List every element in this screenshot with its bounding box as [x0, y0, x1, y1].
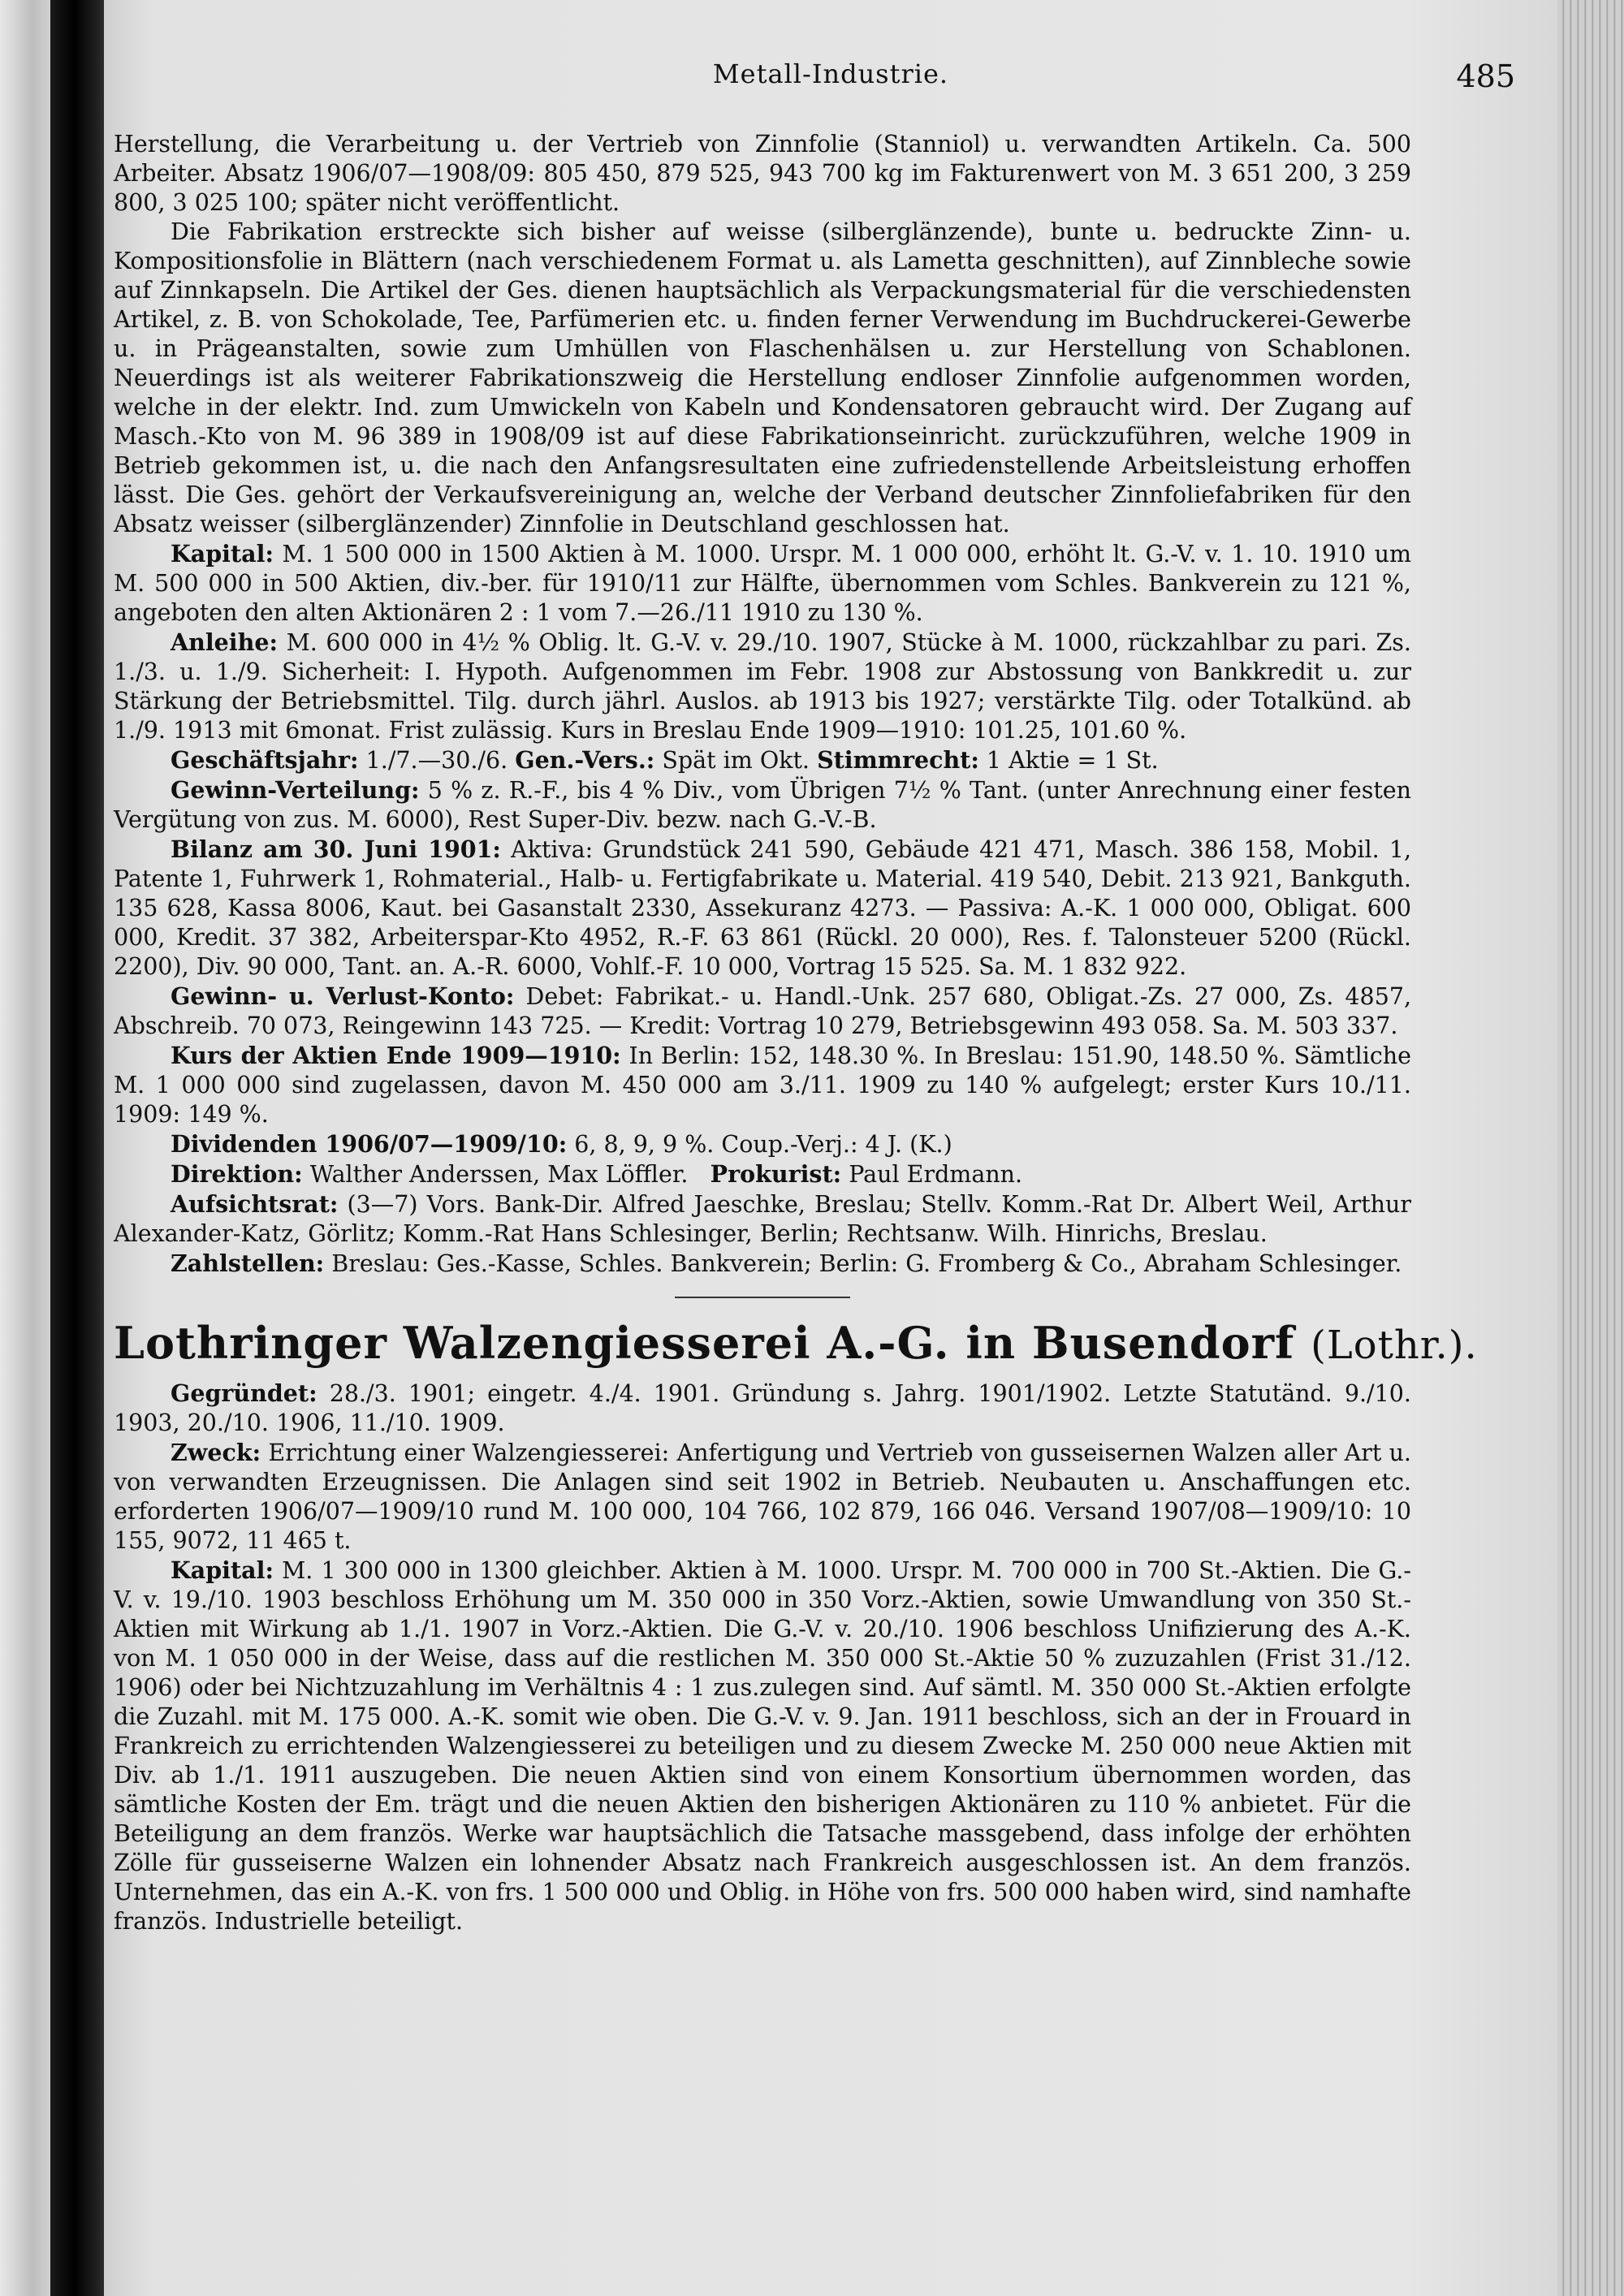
bilanz-entry	[114, 835, 1411, 982]
gewinnv-text: 5 % z. R.-F., bis 4 % Div., vom Übrigen 7½ % Tant. (unter Anrechnung einer festen Vergütung von zus. M. 6000), Rest Super-Div. bezw. nach G.-V.-B.	[114, 777, 1411, 833]
guv-text: Debet: Fabrikat.- u. Handl.-Unk. 257 680, Obligat.-Zs. 27 000, Zs. 4857, Abschreib. 70 073, Reingewinn 143 725. — Kredit: Vortrag 10 279, Betriebsgewinn 493 058. Sa. M. 503 337.	[114, 983, 1412, 1039]
zahl-label: Zahlstellen:	[171, 1249, 325, 1277]
dir-text: Walther Anderssen, Max Löffler.	[309, 1161, 689, 1188]
kurs-label: Kurs der Aktien Ende 1909—1910:	[171, 1042, 621, 1069]
zahlstellen-entry	[114, 1249, 1411, 1279]
gegruendet-entry	[114, 1379, 1411, 1438]
kurs-text: In Berlin: 152, 148.30 %. In Breslau: 151.90, 148.50 %. Sämtliche M. 1 000 000 sind zugelassen, davon M. 450 000 am 3./11. 1909 zu 140 % aufgelegt; erster Kurs 10./11. 1909: 149 %.	[114, 1042, 1412, 1128]
section-divider	[675, 1297, 850, 1298]
guv-entry	[114, 982, 1411, 1041]
gj-label: Geschäftsjahr:	[171, 746, 359, 774]
company-name: Lothringer Walzengiesserei A.-G. in Busendorf	[114, 1317, 1295, 1369]
gegr-text: 28./3. 1901; eingetr. 4./4. 1901. Gründung s. Jahrg. 1901/1902. Letzte Statutänd. 9./10. 1903, 20./10. 1906, 11./10. 1909.	[114, 1380, 1411, 1436]
fabrikation-paragraph: Die Fabrikation erstreckte sich bisher auf weisse (silberglänzende), bunte u. bedruckte Zinn- u. Kompositionsfolie in Blättern (nach verschiedenem Format u. als Lametta geschnitten), auf Zinnbleche sowie auf Zinnkapseln. Die Artikel der Ges. dienen hauptsächlich als Verpackungsmaterial für die verschiedensten Artikel, z. B. von Schokolade, Tee, Parfümerien etc. u. finden ferner Verwendung im Buchdruckerei-Gewerbe u. in Prägeanstalten, sowie zum Umhüllen von Flaschenhälsen u. zur Herstellung von Schablonen. Neuerdings ist als weiterer Fabrikationszweig die Herstellung endloser Zinnfolie aufgenommen worden, welche in der elektr. Ind. zum Umwickeln von Kabeln und Kondensatoren gebraucht wird. Der Zugang auf Masch.-Kto von M. 96 389 in 1908/09 ist auf diese Fabrikationseinricht. zurückzuführen, welche 1909 in Betrieb gekommen ist, u. die nach den Anfangsresultaten eine zufriedenstellende Arbeitsleistung erhoffen lässt. Die Ges. gehört der Verkaufsvereinigung an, welche der Verband deutscher Zinnfoliefabriken für den Absatz weisser (silberglänzender) Zinnfolie in Deutschland geschlossen hat.	[114, 218, 1411, 537]
scan-left-margin	[0, 0, 50, 2296]
gv-text: Spät im Okt.	[662, 747, 810, 774]
zahl-text: Breslau: Ges.-Kasse, Schles. Bankverein; Berlin: G. Fromberg & Co., Abraham Schlesinger.	[331, 1250, 1402, 1277]
stimm-text: 1 Aktie = 1 St.	[986, 747, 1159, 774]
gewinn-verteilung-entry	[114, 775, 1411, 835]
aufsichtsrat-entry	[114, 1189, 1411, 1249]
geschaeftsjahr-entry	[114, 745, 1411, 775]
gv-label: Gen.-Vers.:	[515, 746, 655, 774]
zweck-label: Zweck:	[171, 1439, 261, 1466]
kapital-label: Kapital:	[171, 540, 274, 568]
kapital-text: M. 1 500 000 in 1500 Aktien à M. 1000. Urspr. M. 1 000 000, erhöht lt. G.-V. v. 1. 10. 1910 um M. 500 000 in 500 Aktien, div.-ber. für 1910/11 zur Hälfte, übernommen vom Schles. Bankverein zu 121 %, angeboten den alten Aktionären 2 : 1 vom 7.—26./11 1910 zu 130 %.	[114, 541, 1411, 626]
anleihe-entry	[114, 628, 1411, 745]
company-location: (Lothr.).	[1311, 1323, 1478, 1368]
kurs-entry	[114, 1041, 1411, 1129]
gewinnv-label: Gewinn-Verteilung:	[171, 776, 420, 804]
kapital-entry	[114, 539, 1411, 628]
div-text: 6, 8, 9, 9 %. Coup.-Verj.: 4 J. (K.)	[574, 1131, 952, 1158]
prok-label: Prokurist:	[710, 1160, 842, 1188]
page-content	[114, 130, 1478, 1936]
page-header	[104, 58, 1557, 97]
company-heading	[114, 1316, 1478, 1372]
book-spine-shadow	[50, 0, 104, 2296]
bilanz-label: Bilanz am 30. Juni 1901:	[171, 835, 501, 863]
dividenden-entry	[114, 1129, 1411, 1159]
direktion-entry	[114, 1159, 1411, 1189]
page-edges	[1557, 0, 1624, 2296]
gj-text: 1./7.—30./6.	[365, 747, 508, 774]
kapital2-text: M. 1 300 000 in 1300 gleichber. Aktien à M. 1000. Urspr. M. 700 000 in 700 St.-Aktien. Die G.-V. v. 19./10. 1903 beschloss Erhöhung um M. 350 000 in 350 Vorz.-Aktien, sowie Umwandlung von 350 St.-Aktien mit Wirkung ab 1./1. 1907 in Vorz.-Aktien. Die G.-V. v. 20./10. 1906 beschloss Unifizierung des A.-K. von M. 1 050 000 in der Weise, dass auf die restlichen M. 350 000 St.-Aktie 50 % zuzuzahlen (Frist 31./12. 1906) oder bei Nichtzuzahlung im Verhältnis 4 : 1 zus.zulegen sind. Auf sämtl. M. 350 000 St.-Aktien erfolgte die Zuzahl. mit M. 175 000. A.-K. somit wie oben. Die G.-V. v. 9. Jan. 1911 beschloss, sich an der in Frouard in Frankreich zu errichtenden Walzengiesserei zu beteiligen und zu diesem Zwecke M. 250 000 neue Aktien mit Div. ab 1./1. 1911 auszugeben. Die neuen Aktien sind von einem Konsortium übernommen worden, das sämtliche Kosten der Em. trägt und die neuen Aktien den bisherigen Aktionären zu 110 % anbietet. Für die Beteiligung an dem französ. Werke war hauptsächlich die Tatsache massgebend, dass infolge der erhöhten Zölle für gusseiserne Walzen ein lohnender Absatz nach Frankreich ausgeschlossen ist. An dem französ. Unternehmen, das ein A.-K. von frs. 1 500 000 und Oblig. in Höhe von frs. 500 000 haben wird, sind namhafte französ. Industrielle beteiligt.	[114, 1557, 1411, 1935]
kapital2-label: Kapital:	[171, 1556, 274, 1584]
anleihe-text: M. 600 000 in 4½ % Oblig. lt. G.-V. v. 29./10. 1907, Stücke à M. 1000, rückzahlbar zu pari. Zs. 1./3. u. 1./9. Sicherheit: I. Hypoth. Aufgenommen im Febr. 1908 zur Abstossung von Bankkredit u. zur Stärkung der Betriebsmittel. Tilg. durch jährl. Auslos. ab 1913 bis 1927; verstärkte Tilg. oder Totalkünd. ab 1./9. 1913 mit 6monat. Frist zulässig. Kurs in Breslau Ende 1909—1910: 101.25, 101.60 %.	[114, 629, 1411, 744]
ar-text: (3—7) Vors. Bank-Dir. Alfred Jaeschke, Breslau; Stellv. Komm.-Rat Dr. Albert Weil, Arthur Alexander-Katz, Görlitz; Komm.-Rat Hans Schlesinger, Berlin; Rechtsanw. Wilh. Hinrichs, Breslau.	[114, 1191, 1411, 1247]
guv-label: Gewinn- u. Verlust-Konto:	[171, 982, 515, 1010]
anleihe-label: Anleihe:	[171, 628, 278, 656]
intro-paragraph: Herstellung, die Verarbeitung u. der Vertrieb von Zinnfolie (Stanniol) u. verwandten Artikeln. Ca. 500 Arbeiter. Absatz 1906/07—1908/09: 805 450, 879 525, 943 700 kg im Fakturenwert von M. 3 651 200, 3 259 800, 3 025 100; später nicht veröffentlicht.	[114, 131, 1411, 216]
running-title: Metall-Industrie.	[712, 58, 949, 89]
bilanz-text: Aktiva: Grundstück 241 590, Gebäude 421 471, Masch. 386 158, Mobil. 1, Patente 1, Fuhrwerk 1, Rohmaterial., Halb- u. Fertigfabrikate u. Material. 419 540, Debit. 213 921, Bankguth. 135 628, Kassa 8006, Kaut. bei Gasanstalt 2330, Assekuranz 4273. — Passiva: A.-K. 1 000 000, Obligat. 600 000, Kredit. 37 382, Arbeiterspar-Kto 4952, R.-F. 63 861 (Rückl. 20 000), Res. f. Talonsteuer 5200 (Rückl. 2200), Div. 90 000, Tant. an. A.-R. 6000, Vohlf.-F. 10 000, Vortrag 15 525. Sa. M. 1 832 922.	[114, 836, 1412, 980]
stimm-label: Stimmrecht:	[817, 746, 979, 774]
div-label: Dividenden 1906/07—1909/10:	[171, 1130, 568, 1158]
gegr-label: Gegründet:	[171, 1379, 317, 1407]
kapital2-entry	[114, 1556, 1411, 1936]
ar-label: Aufsichtsrat:	[171, 1190, 339, 1218]
zweck-entry	[114, 1438, 1411, 1556]
prok-text: Paul Erdmann.	[849, 1161, 1023, 1188]
dir-label: Direktion:	[171, 1160, 303, 1188]
page-number: 485	[1456, 58, 1515, 94]
zweck-text: Errichtung einer Walzengiesserei: Anfertigung und Vertrieb von gusseisernen Walzen aller Art u. von verwandten Erzeugnissen. Die Anlagen sind seit 1902 in Betrieb. Neubauten u. Anschaffungen etc. erforderten 1906/07—1909/10 rund M. 100 000, 104 766, 102 879, 166 046. Versand 1907/08—1909/10: 10 155, 9072, 11 465 t.	[114, 1439, 1411, 1554]
